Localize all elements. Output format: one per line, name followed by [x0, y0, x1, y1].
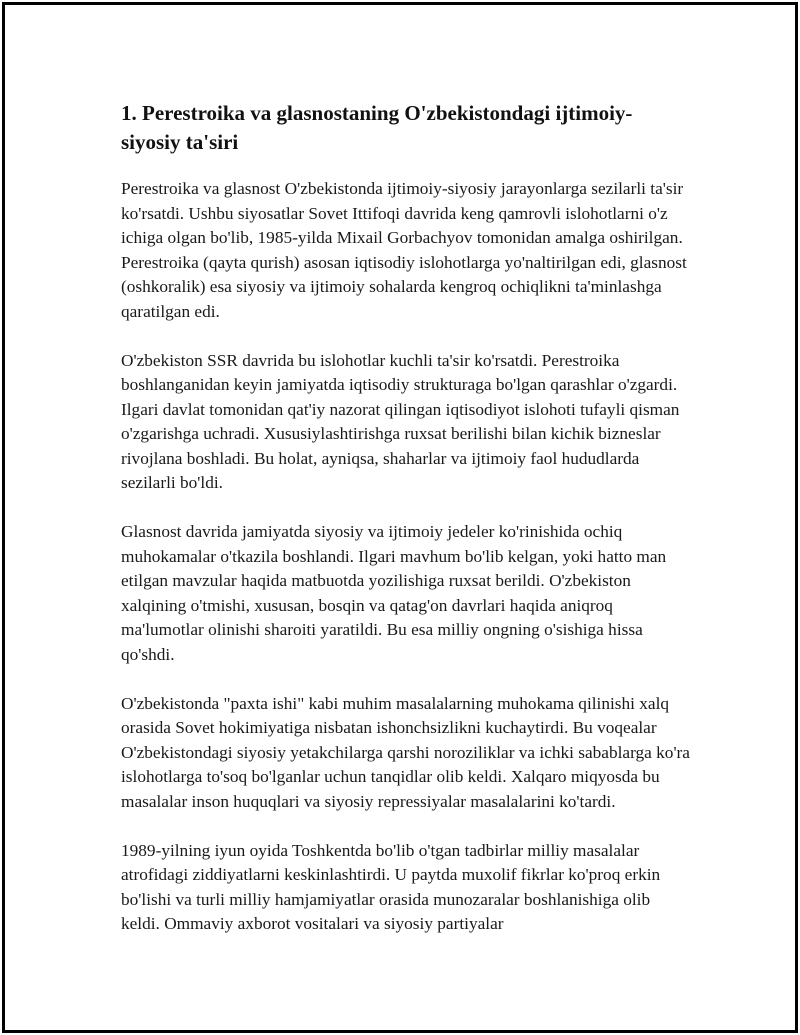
section-heading: 1. Perestroika va glasnostaning O'zbekistondagi ijtimoiy-siyosiy ta'siri	[121, 101, 633, 154]
paragraph-3: Glasnost davrida jamiyatda siyosiy va ijtimoiy jedeler ko'rinishida ochiq muhokamalar o'tkazila boshlandi. Ilgari mavhum bo'lib kelgan, yoki hatto man etilgan mavzular haqida matbuotda yozilishiga ruxsat berildi. O'zbekiston xalqining o'tmishi, xususan, bosqin va qatag'on davrlari haqida aniqroq ma'lumotlar olinishi sharoiti yaratildi. Bu esa milliy ongning o'sishiga hissa qo'shdi.	[121, 522, 667, 664]
paragraph-2: O'zbekiston SSR davrida bu islohotlar kuchli ta'sir ko'rsatdi. Perestroika boshlanganidan keyin jamiyatda iqtisodiy strukturaga bo'lgan qarashlar o'zgardi. Ilgari davlat tomonidan qat'iy nazorat qilingan iqtisodiyot islohoti tufayli qisman o'zgarishga uchradi. Xususiylashtirishga ruxsat berilishi bilan kichik bizneslar rivojlana boshladi. Bu holat, ayniqsa, shaharlar va ijtimoiy faol hududlarda sezilarli bo'ldi.	[121, 350, 680, 492]
paragraph-4: O'zbekistonda "paxta ishi" kabi muhim masalalarning muhokama qilinishi xalq orasida Sovet hokimiyatiga nisbatan ishonchsizlikni kuchaytirdi. Bu voqealar O'zbekistondagi siyosiy yetakchilarga qarshi noroziliklar va ichki sabablarga ko'ra islohotlarga to'soq bo'lganlar uchun tanqidlar olib keldi. Xalqaro miqyosda bu masalalar inson huquqlari va siyosiy repressiyalar masalalarini ko'tardi.	[121, 693, 690, 811]
document-body	[121, 99, 691, 961]
paragraph-1: Perestroika va glasnost O'zbekistonda ijtimoiy-siyosiy jarayonlarga sezilarli ta'sir ko'rsatdi. Ushbu siyosatlar Sovet Ittifoqi davrida keng qamrovli islohotlarni o'z ichiga olgan bo'lib, 1985-yilda Mixail Gorbachyov tomonidan amalga oshirilgan. Perestroika (qayta qurish) asosan iqtisodiy islohotlarga yo'naltirilgan edi, glasnost (oshkoralik) esa siyosiy va ijtimoiy sohalarda kengroq ochiqlikni ta'minlashga qaratilgan edi.	[121, 179, 687, 321]
page-frame	[2, 2, 798, 1033]
paragraph-5: 1989-yilning iyun oyida Toshkentda bo'lib o'tgan tadbirlar milliy masalalar atrofidagi ziddiyatlarni keskinlashtirdi. U paytda muxolif fikrlar ko'proq erkin bo'lishi va turli milliy hamjamiyatlar orasida munozaralar boshlanishiga olib keldi. Ommaviy axborot vositalari va siyosiy partiyalar	[121, 840, 661, 933]
